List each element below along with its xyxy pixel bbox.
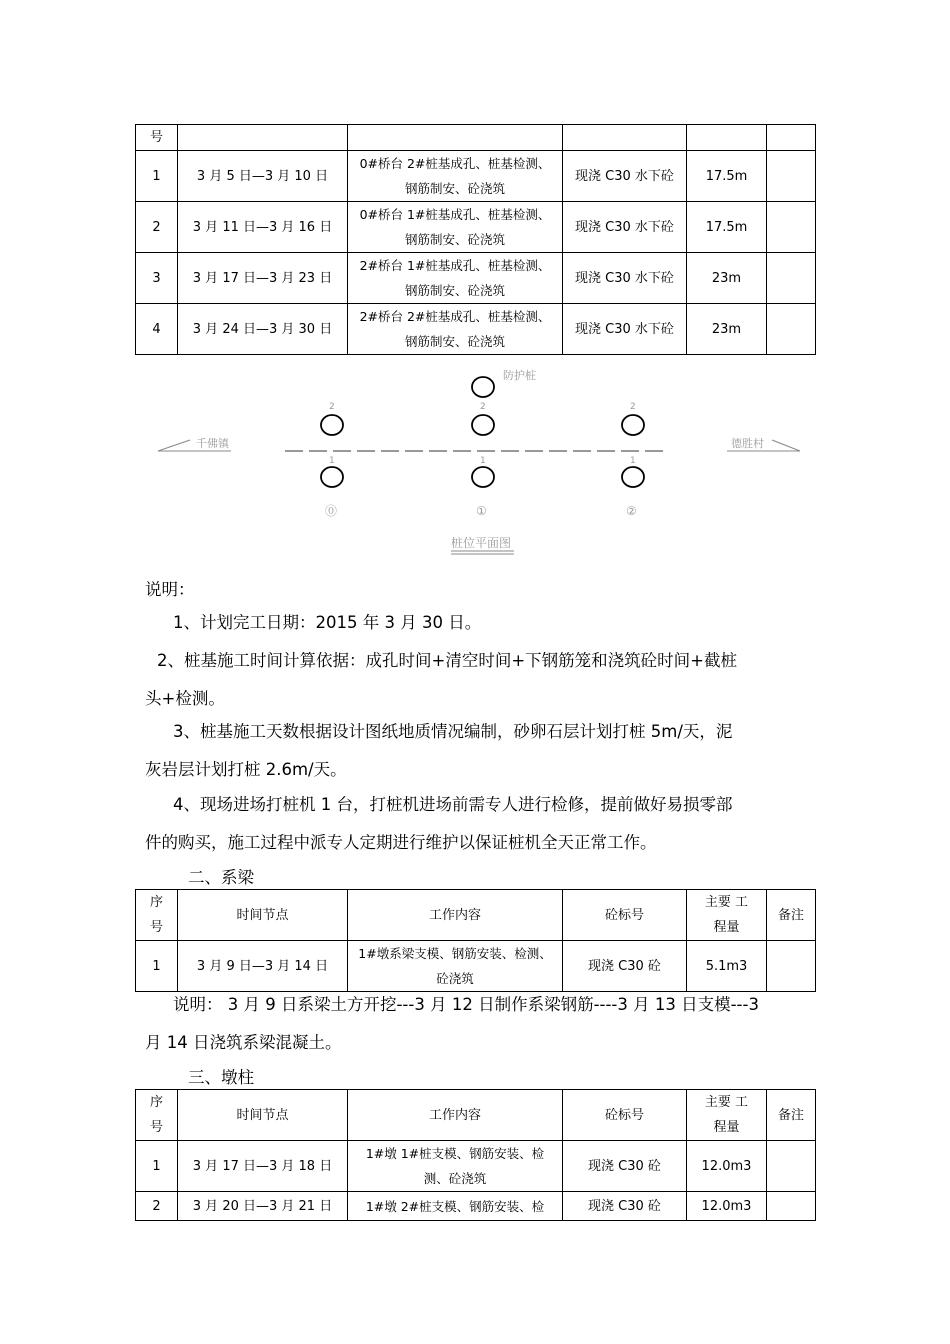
tie-beam-note: 说明： 3 月 9 日系梁土方开挖---3 月 12 日制作系梁钢筋----3 月 13 日支模---3 月 14 日浇筑系梁混凝土。 <box>145 995 759 1052</box>
work-content-cell: 0#桥台 2#桩基成孔、桩基检测、 钢筋制安、砼浇筑 <box>348 151 563 202</box>
pier-column-table <box>135 1089 816 1221</box>
table-row: 3 3 月 17 日—3 月 23 日 2#桥台 1#桩基成孔、桩基检测、 钢筋制安、砼浇筑 现浇 C30 水下砼 23m <box>136 253 816 304</box>
table-row: 2 3 月 20 日—3 月 21 日 1#墩 2#桩支模、钢筋安装、检 现浇 C30 砼 12.0m3 <box>136 1192 816 1221</box>
notes-title: 说明： <box>145 580 195 599</box>
row-label-2: 2 <box>329 402 335 412</box>
pile-2-1 <box>622 467 644 487</box>
left-landmark <box>158 436 231 451</box>
section-heading-pier-column: 三、墩柱 <box>188 1068 254 1087</box>
pile-0-1 <box>321 467 343 487</box>
table-row: 4 3 月 24 日—3 月 30 日 2#桥台 2#桩基成孔、桩基检测、 钢筋制安、砼浇筑 现浇 C30 水下砼 23m <box>136 304 816 355</box>
axis-label-0: ⓪ <box>325 504 338 518</box>
protective-pile <box>472 368 536 397</box>
pile-0-2 <box>321 415 343 435</box>
work-content-cell: 1#墩 2#桩支模、钢筋安装、检 <box>348 1192 563 1221</box>
pile-2-2 <box>622 415 644 435</box>
row-label-1: 1 <box>329 456 335 466</box>
row-label-1: 1 <box>630 456 636 466</box>
table-header-row: 序 号 时间节点 工作内容 砼标号 主要 工 程量 备注 <box>136 890 816 941</box>
header-no-fragment: 号 <box>136 125 178 151</box>
protective-pile-label: 防护桩 <box>503 369 536 382</box>
pile-position-plan-diagram <box>0 360 950 560</box>
row-label-2: 2 <box>630 402 636 412</box>
work-content-cell: 1#墩 1#桩支模、钢筋安装、检 测、砼浇筑 <box>348 1141 563 1192</box>
row-label-2: 2 <box>480 402 486 412</box>
table-header-row: 序 号 时间节点 工作内容 砼标号 主要 工 程量 备注 <box>136 1090 816 1141</box>
work-content-cell: 2#桥台 2#桩基成孔、桩基检测、 钢筋制安、砼浇筑 <box>348 304 563 355</box>
right-landmark-label: 德胜村 <box>731 437 764 450</box>
axis-label-1: ① <box>476 504 487 518</box>
note-item-2: 2、桩基施工时间计算依据：成孔时间+清空时间+下钢筋笼和浇筑砼时间+截桩 头+检测。 <box>145 651 737 708</box>
note-item-1: 1、计划完工日期：2015 年 3 月 30 日。 <box>173 613 482 632</box>
work-content-cell: 1#墩系梁支模、钢筋安装、检测、 砼浇筑 <box>348 941 563 992</box>
table-row: 1 3 月 17 日—3 月 18 日 1#墩 1#桩支模、钢筋安装、检 测、砼浇筑 现浇 C30 砼 12.0m3 <box>136 1141 816 1192</box>
right-landmark <box>727 436 800 451</box>
work-content-cell: 0#桥台 1#桩基成孔、桩基检测、 钢筋制安、砼浇筑 <box>348 202 563 253</box>
pile-1-2 <box>472 415 494 435</box>
table-row: 1 3 月 5 日—3 月 10 日 0#桥台 2#桩基成孔、桩基检测、 钢筋制安、砼浇筑 现浇 C30 水下砼 17.5m <box>136 151 816 202</box>
pile-1-1 <box>472 467 494 487</box>
axis-label-2: ② <box>626 504 637 518</box>
table-row: 1 3 月 9 日—3 月 14 日 1#墩系梁支模、钢筋安装、检测、 砼浇筑 现浇 C30 砼 5.1m3 <box>136 941 816 992</box>
note-item-4: 4、现场进场打桩机 1 台，打桩机进场前需专人进行检修，提前做好易损零部 件的购买，施工过程中派专人定期进行维护以保证桩机全天正常工作。 <box>145 795 733 852</box>
work-content-cell: 2#桥台 1#桩基成孔、桩基检测、 钢筋制安、砼浇筑 <box>348 253 563 304</box>
table-row: 2 3 月 11 日—3 月 16 日 0#桥台 1#桩基成孔、桩基检测、 钢筋制安、砼浇筑 现浇 C30 水下砼 17.5m <box>136 202 816 253</box>
row-label-1: 1 <box>480 456 486 466</box>
pile-schedule-table <box>135 124 816 355</box>
tie-beam-table <box>135 889 816 992</box>
diagram-caption: 桩位平面图 <box>451 536 512 550</box>
left-landmark-label: 千佛镇 <box>196 437 229 450</box>
note-item-3: 3、桩基施工天数根据设计图纸地质情况编制，砂卵石层计划打桩 5m/天，泥 灰岩层计划打桩 2.6m/天。 <box>145 722 733 779</box>
table-header-fragment-row <box>136 125 816 151</box>
section-heading-tie-beam: 二、系梁 <box>188 868 254 887</box>
